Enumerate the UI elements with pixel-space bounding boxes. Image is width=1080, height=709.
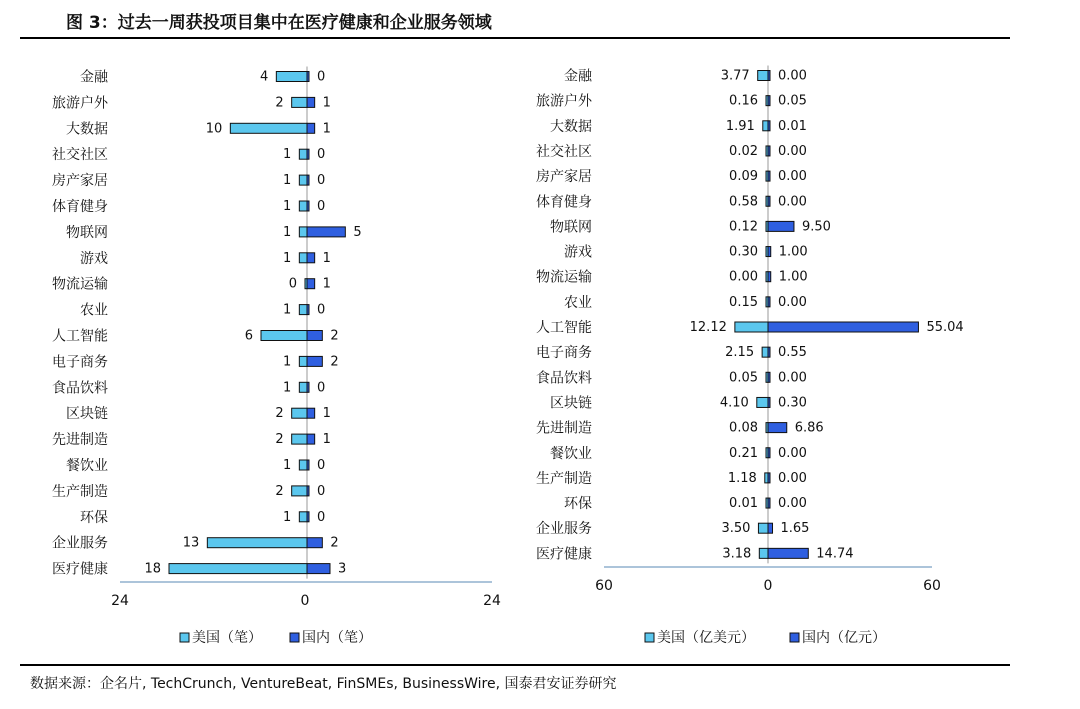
bar-cn (307, 253, 315, 263)
category-label: 旅游户外 (536, 93, 592, 110)
bar-cn (768, 473, 770, 483)
data-label-us: 6 (244, 328, 253, 344)
bar-cn (307, 97, 315, 107)
bar-us (299, 201, 307, 211)
data-label-cn: 0.00 (778, 470, 807, 486)
data-label-cn: 55.04 (926, 320, 964, 335)
x-tick-label: 24 (111, 593, 129, 609)
bar-us (299, 175, 307, 185)
data-label-us: 0.12 (729, 219, 758, 235)
data-label-cn: 3 (338, 561, 347, 577)
data-label-us: 0.30 (729, 244, 758, 260)
bar-cn (307, 564, 330, 574)
bar-cn (768, 221, 794, 231)
data-label-us: 1 (283, 380, 292, 396)
bar-us (757, 397, 768, 407)
data-label-us: 1 (283, 224, 292, 240)
bar-cn (307, 305, 309, 315)
data-label-cn: 2 (330, 354, 339, 370)
data-label-us: 0.00 (729, 269, 758, 285)
bar-cn (307, 72, 309, 82)
x-tick-label: 60 (923, 578, 941, 594)
data-label-us: 2 (275, 406, 284, 422)
category-label: 大数据 (550, 118, 592, 135)
bar-cn (307, 175, 309, 185)
data-label-us: 3.77 (720, 68, 750, 84)
category-label: 金融 (564, 68, 592, 85)
category-label: 先进制造 (536, 420, 592, 437)
bar-cn (768, 423, 787, 433)
category-label: 医疗健康 (52, 561, 108, 578)
category-label: 企业服务 (52, 535, 108, 552)
data-label-cn: 0.00 (778, 194, 807, 210)
bar-cn (307, 331, 322, 341)
data-label-cn: 0 (317, 380, 326, 396)
data-label-cn: 0.00 (778, 169, 807, 185)
data-label-us: 0.15 (729, 294, 758, 310)
category-label: 体育健身 (536, 194, 592, 211)
bar-us (299, 460, 307, 470)
category-label: 物流运输 (536, 269, 592, 286)
bar-cn (768, 146, 770, 156)
bar-us (758, 71, 768, 81)
bar-us (230, 123, 307, 133)
data-label-us: 3.50 (721, 521, 751, 537)
bar-us (299, 512, 307, 522)
data-label-cn: 1.00 (778, 244, 808, 260)
category-label: 区块链 (66, 406, 108, 423)
bar-cn (768, 498, 770, 508)
x-tick-label: 0 (763, 578, 773, 594)
bar-us (292, 408, 307, 418)
bar-cn (768, 322, 918, 332)
data-label-us: 1 (283, 302, 292, 318)
bar-cn (768, 196, 770, 206)
data-label-us: 0.02 (729, 143, 758, 159)
data-label-us: 0.58 (729, 194, 758, 210)
bar-us (276, 72, 307, 82)
bar-us (758, 523, 768, 533)
data-label-cn: 0 (317, 173, 326, 189)
category-label: 社交社区 (536, 143, 592, 160)
bar-cn (307, 149, 309, 159)
bar-cn (768, 247, 771, 257)
data-label-us: 10 (205, 121, 223, 137)
category-label: 体育健身 (52, 199, 108, 215)
category-label: 房产家居 (52, 173, 108, 190)
data-label-us: 1 (283, 509, 292, 525)
data-label-cn: 1.65 (780, 521, 810, 537)
data-label-us: 1 (283, 458, 292, 473)
category-label: 环保 (80, 509, 108, 526)
data-label-cn: 0 (317, 199, 326, 214)
bar-cn (768, 548, 808, 558)
data-label-us: 3.18 (722, 546, 752, 562)
data-label-cn: 0 (317, 147, 326, 163)
x-tick-label: 60 (595, 578, 613, 594)
category-label: 区块链 (550, 395, 592, 412)
category-label: 物联网 (550, 219, 592, 236)
data-label-us: 0.01 (729, 496, 758, 512)
data-label-us: 1 (283, 147, 292, 163)
data-label-us: 1 (283, 354, 292, 370)
data-label-cn: 0 (317, 302, 326, 318)
category-label: 生产制造 (536, 470, 592, 487)
bar-us (292, 97, 307, 107)
category-label: 游戏 (564, 244, 592, 261)
data-label-us: 2 (275, 432, 284, 448)
data-label-us: 1 (283, 250, 292, 266)
data-label-cn: 0 (317, 509, 326, 525)
data-label-cn: 0.00 (778, 68, 807, 84)
data-label-us: 0.21 (729, 445, 758, 461)
data-label-cn: 6.86 (794, 420, 824, 436)
category-label: 生产制造 (52, 483, 108, 500)
data-label-us: 4.10 (719, 395, 749, 411)
x-tick-label: 0 (300, 593, 310, 609)
source-note: 数据来源：企名片, TechCrunch, VentureBeat, FinSMEs, BusinessWire, 国泰君安证券研究 (30, 676, 617, 692)
data-label-us: 13 (182, 535, 200, 551)
category-label: 餐饮业 (66, 458, 108, 474)
category-label: 游戏 (80, 250, 108, 267)
data-label-cn: 1.00 (778, 269, 808, 285)
category-label: 医疗健康 (536, 546, 592, 563)
data-label-cn: 9.50 (801, 219, 831, 235)
bar-us (299, 253, 307, 263)
bar-cn (768, 171, 770, 181)
data-label-cn: 0.30 (778, 395, 807, 411)
data-label-cn: 1 (322, 250, 331, 266)
bar-cn (768, 71, 770, 81)
category-label: 食品饮料 (536, 370, 592, 387)
bar-cn (768, 372, 770, 382)
bar-cn (307, 123, 315, 133)
bar-cn (307, 382, 309, 392)
data-label-cn: 0.00 (778, 294, 807, 310)
category-label: 农业 (564, 294, 592, 311)
data-label-cn: 1 (322, 432, 331, 448)
data-label-us: 1.18 (727, 470, 757, 486)
bar-us (759, 548, 768, 558)
data-label-cn: 1 (322, 276, 331, 292)
legend-entry: 美国（笔） (192, 630, 262, 646)
bar-cn (768, 96, 770, 106)
legend-entry: 国内（笔） (302, 630, 372, 646)
bar-cn (768, 397, 770, 407)
bar-cn (307, 434, 315, 444)
data-label-us: 0.05 (729, 370, 758, 386)
figure-title: 图 3：过去一周获投项目集中在医疗健康和企业服务领域 (66, 13, 492, 33)
category-label: 大数据 (66, 121, 108, 138)
category-label: 人工智能 (52, 328, 108, 345)
data-label-cn: 2 (330, 535, 339, 551)
data-label-cn: 2 (330, 328, 339, 344)
bar-cn (768, 347, 770, 357)
category-label: 环保 (564, 496, 592, 513)
bar-cn (768, 297, 770, 307)
bar-cn (307, 460, 309, 470)
legend-entry: 国内（亿元） (802, 630, 886, 646)
category-label: 电子商务 (52, 354, 108, 371)
bar-us (299, 305, 307, 315)
data-label-cn: 14.74 (816, 546, 854, 562)
data-label-cn: 0.00 (778, 370, 807, 386)
bar-cn (768, 272, 771, 282)
legend-entry: 美国（亿美元） (657, 630, 755, 646)
bar-cn (307, 512, 309, 522)
category-label: 食品饮料 (52, 380, 108, 397)
category-label: 电子商务 (536, 345, 592, 362)
data-label-cn: 0.55 (778, 345, 807, 361)
x-tick-label: 24 (483, 593, 501, 609)
bar-cn (307, 486, 309, 496)
category-label: 企业服务 (536, 521, 592, 538)
bar-cn (307, 201, 309, 211)
bar-cn (768, 523, 773, 533)
category-label: 餐饮业 (550, 445, 592, 462)
data-label-cn: 0.05 (778, 93, 807, 109)
bar-cn (307, 279, 315, 289)
bar-us (762, 347, 768, 357)
bar-us (735, 322, 768, 332)
data-label-cn: 0 (317, 483, 326, 499)
bar-us (261, 331, 307, 341)
bar-cn (307, 356, 322, 366)
data-label-cn: 1 (322, 121, 331, 137)
legend-swatch (180, 633, 189, 642)
data-label-us: 2 (275, 95, 284, 111)
data-label-us: 12.12 (689, 320, 727, 335)
data-label-us: 0.08 (729, 420, 758, 436)
bar-us (299, 227, 307, 237)
category-label: 人工智能 (536, 320, 592, 336)
category-label: 先进制造 (52, 432, 108, 449)
category-label: 房产家居 (536, 169, 592, 186)
category-label: 物联网 (66, 224, 108, 241)
data-label-cn: 0.01 (778, 118, 807, 134)
bar-cn (307, 538, 322, 548)
data-label-cn: 0.00 (778, 445, 807, 461)
data-label-us: 1 (283, 173, 292, 189)
data-label-us: 1.91 (725, 118, 755, 134)
category-label: 物流运输 (52, 276, 108, 293)
data-label-cn: 0.00 (778, 143, 807, 159)
data-label-us: 2 (275, 483, 284, 499)
legend-swatch (645, 633, 654, 642)
category-label: 农业 (80, 302, 108, 319)
category-label: 金融 (80, 69, 108, 86)
bar-cn (768, 448, 770, 458)
data-label-cn: 1 (322, 95, 331, 111)
data-label-cn: 1 (322, 406, 331, 422)
bar-us (763, 121, 768, 131)
data-label-us: 0 (288, 276, 297, 292)
bar-us (299, 382, 307, 392)
data-label-us: 1 (283, 199, 292, 214)
legend-swatch (290, 633, 299, 642)
bar-us (292, 486, 307, 496)
bar-cn (768, 121, 770, 131)
bar-us (299, 149, 307, 159)
legend-swatch (790, 633, 799, 642)
bar-us (169, 564, 307, 574)
data-label-us: 0.09 (729, 169, 758, 185)
category-label: 旅游户外 (52, 95, 108, 112)
data-label-us: 2.15 (725, 345, 755, 361)
bar-cn (307, 227, 345, 237)
data-label-us: 18 (144, 561, 161, 577)
data-label-cn: 0 (317, 458, 326, 473)
data-label-cn: 5 (353, 224, 362, 240)
data-label-us: 4 (260, 69, 269, 85)
bar-us (207, 538, 307, 548)
bar-us (292, 434, 307, 444)
bottom-rule (20, 664, 1010, 666)
data-label-cn: 0 (317, 69, 326, 85)
category-label: 社交社区 (52, 147, 108, 164)
bar-us (299, 356, 307, 366)
bar-cn (307, 408, 315, 418)
data-label-us: 0.16 (729, 93, 758, 109)
data-label-cn: 0.00 (778, 496, 807, 512)
